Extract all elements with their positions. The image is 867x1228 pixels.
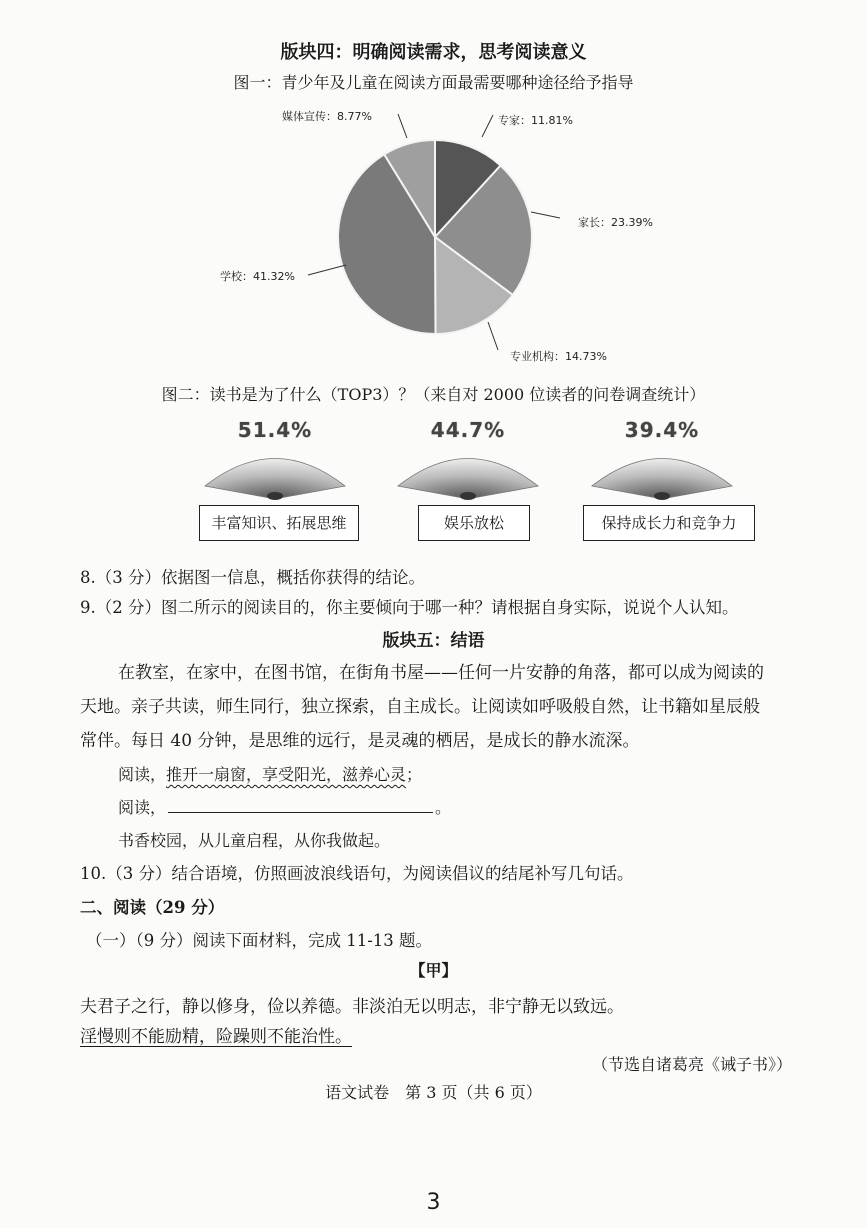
leader-media [398, 114, 407, 138]
classical-line1: 夫君子之行，静以修身，俭以养德。非淡泊无以明志，非宁静无以致远。 [80, 997, 624, 1017]
figure2-title: 图二：读书是为了什么（TOP3）？（来自对 2000 位读者的问卷调查统计） [161, 385, 706, 404]
question-9: 9.（2 分）图二所示的阅读目的，你主要倾向于哪一种？请根据自身实际，说说个人认知。 [80, 598, 739, 617]
pie-label-institution: 专业机构：14.73% [510, 350, 607, 363]
stat-label-3: 保持成长力和竞争力 [583, 505, 755, 541]
exam-footer: 语文试卷 第 3 页（共 6 页） [325, 1083, 542, 1102]
wavy-sentence: 推开一扇窗，享受阳光，滋养心灵 [166, 765, 407, 784]
jia-heading: 【甲】 [409, 961, 458, 980]
leader-institution [488, 322, 498, 350]
part2-sub1: （一）（9 分）阅读下面材料，完成 11-13 题。 [86, 931, 433, 950]
closing-line-c: 书香校园，从儿童启程，从你我做起。 [118, 831, 391, 850]
section5-title: 版块五：结语 [382, 631, 485, 651]
figure1-title: 图一：青少年及儿童在阅读方面最需要哪种途径给予指导 [233, 73, 634, 92]
fan-icon-3 [587, 436, 737, 506]
stat-percent-1: 51.4% [237, 418, 313, 442]
stat-percent-3: 39.4% [624, 418, 700, 442]
closing-para-line1: 在教室，在家中，在图书馆，在街角书屋——任何一片安静的角落，都可以成为阅读的 [118, 663, 764, 683]
line-b-prefix: 阅读， [118, 798, 167, 817]
pie-label-parents: 家长：23.39% [578, 216, 653, 229]
line-b-suffix: 。 [435, 798, 452, 817]
closing-para-line3: 常伴。每日 40 分钟，是思维的远行，是灵魂的栖居，是成长的静水流深。 [80, 731, 640, 751]
page-number: 3 [426, 1190, 441, 1215]
line-a-prefix: 阅读， [118, 765, 167, 784]
section4-title: 版块四：明确阅读需求，思考阅读意义 [280, 42, 587, 63]
pie-label-expert: 专家：11.81% [498, 114, 573, 127]
pie-slices [338, 140, 532, 334]
closing-line-b [118, 794, 838, 818]
pie-label-media: 媒体宣传：8.77% [282, 110, 372, 123]
pie-chart [200, 100, 660, 375]
line-a-suffix: ； [406, 765, 423, 784]
stat-percent-2: 44.7% [430, 418, 506, 442]
pie-label-school: 学校：41.32% [220, 270, 295, 283]
part2-title: 二、阅读（29 分） [80, 898, 225, 917]
leader-parents [531, 212, 560, 218]
fan-icon-1 [200, 436, 350, 506]
closing-para-line2: 天地。亲子共读，师生同行，独立探索，自主成长。让阅读如呼吸般自然，让书籍如星辰般 [80, 697, 760, 717]
leader-expert [482, 115, 493, 137]
question-10: 10.（3 分）结合语境，仿照画波浪线语句，为阅读倡议的结尾补写几句话。 [80, 864, 634, 883]
fan-icon-2 [393, 436, 543, 506]
question-8: 8.（3 分）依据图一信息，概括你获得的结论。 [80, 568, 425, 587]
closing-line-a [118, 762, 838, 785]
leader-school [308, 265, 346, 275]
answer-blank[interactable] [168, 794, 433, 813]
source-citation: （节选自诸葛亮《诫子书》） [591, 1055, 792, 1074]
stat-label-1: 丰富知识、拓展思维 [199, 505, 359, 541]
classical-line2: 淫慢则不能励精，险躁则不能治性。 [80, 1027, 352, 1047]
stat-label-2: 娱乐放松 [418, 505, 530, 541]
